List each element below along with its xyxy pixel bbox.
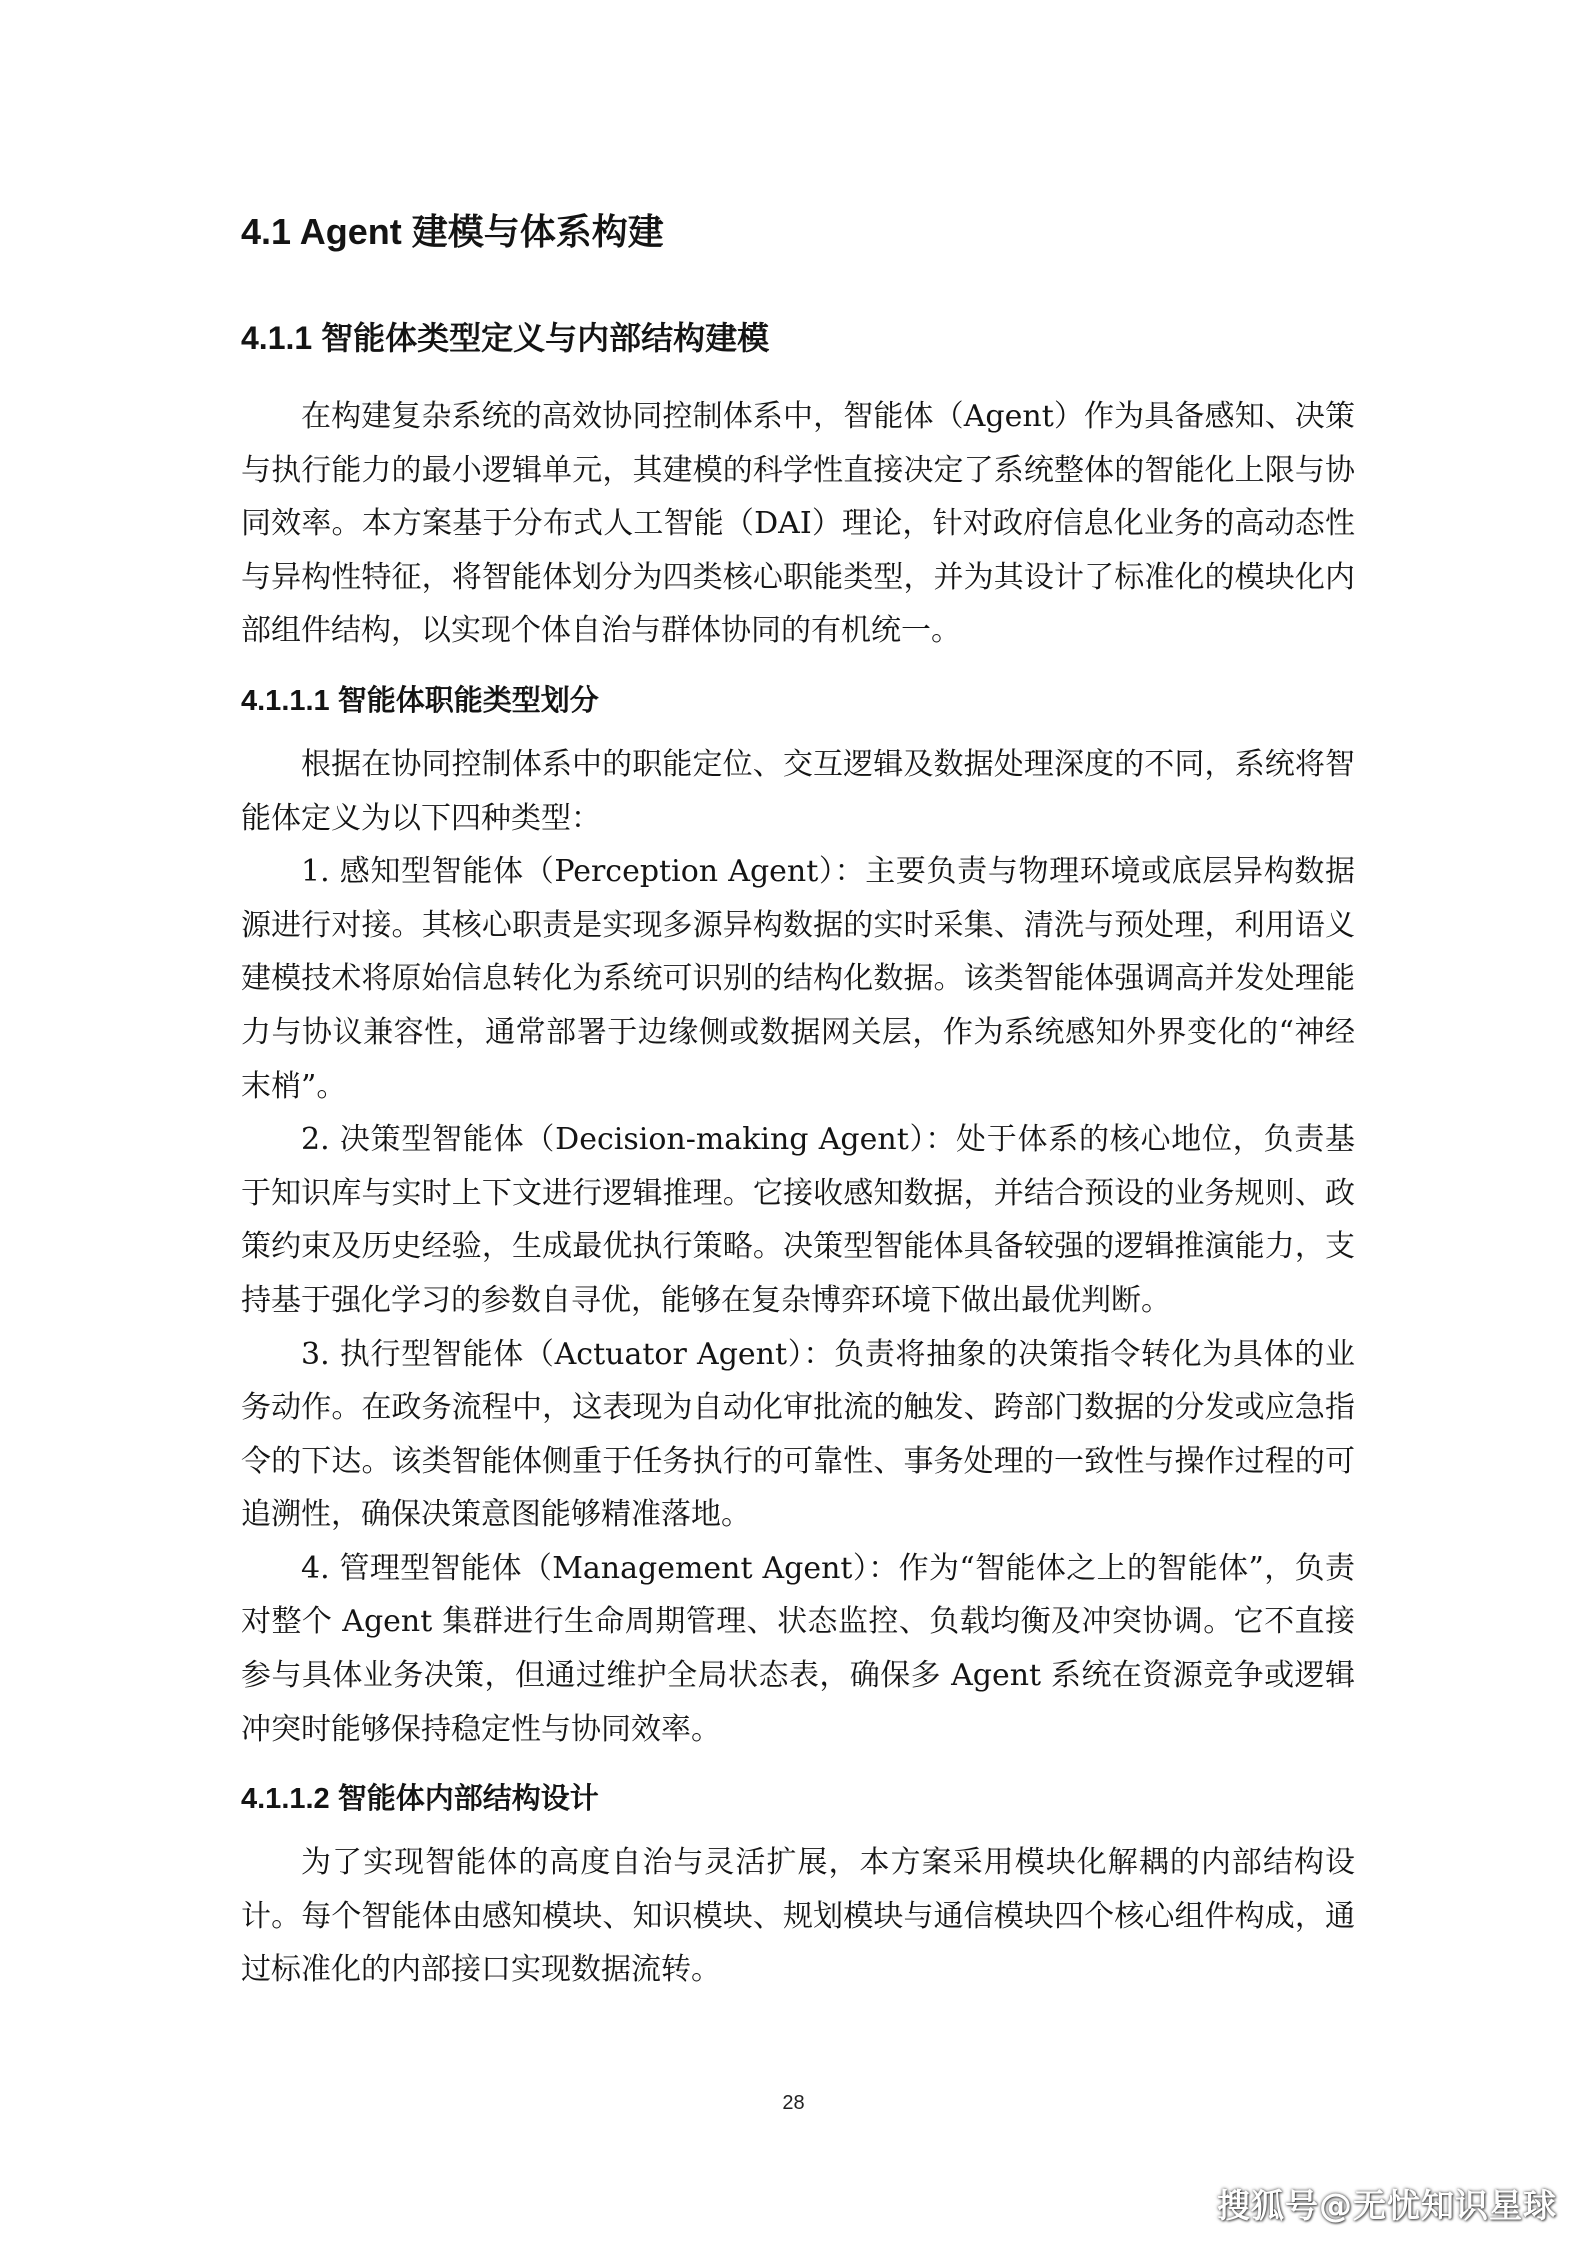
subsection-title: 4.1.1 智能体类型定义与内部结构建模 xyxy=(241,320,770,356)
type-item-actuator: 3. 执行型智能体（Actuator Agent）：负责将抽象的决策指令转化为具体的业务动作。在政务流程中，这表现为自动化审批流的触发、跨部门数据的分发或应急指令的下达。该类智能体侧重于任务执行的可靠性、事务处理的一致性与操作过程的可追溯性，确保决策意图能够精准落地。 xyxy=(241,1336,1355,1533)
page-content xyxy=(241,200,1355,1997)
subsubsection-title-structure: 4.1.1.2 智能体内部结构设计 xyxy=(241,1783,599,1816)
intro-paragraph: 在构建复杂系统的高效协同控制体系中，智能体（Agent）作为具备感知、决策与执行能力的最小逻辑单元，其建模的科学性直接决定了系统整体的智能化上限与协同效率。本方案基于分布式人工智能（DAI）理论，针对政府信息化业务的高动态性与异构性特征，将智能体划分为四类核心职能类型，并为其设计了标准化的模块化内部组件结构，以实现个体自治与群体协同的有机统一。 xyxy=(241,399,1355,649)
type-item-decision: 2. 决策型智能体（Decision-making Agent）：处于体系的核心地位，负责基于知识库与实时上下文进行逻辑推理。它接收感知数据，并结合预设的业务规则、政策约束及历史经验，生成最优执行策略。决策型智能体具备较强的逻辑推演能力，支持基于强化学习的参数自寻优，能够在复杂博弈环境下做出最优判断。 xyxy=(241,1122,1355,1318)
structure-paragraph: 为了实现智能体的高度自治与灵活扩展，本方案采用模块化解耦的内部结构设计。每个智能体由感知模块、知识模块、规划模块与通信模块四个核心组件构成，通过标准化的内部接口实现数据流转。 xyxy=(241,1845,1355,1988)
watermark-text: 搜狐号@无忧知识星球 xyxy=(1217,2186,1557,2225)
type-item-perception: 1. 感知型智能体（Perception Agent）：主要负责与物理环境或底层异构数据源进行对接。其核心职责是实现多源异构数据的实时采集、清洗与预处理，利用语义建模技术将原始信息转化为系统可识别的结构化数据。该类智能体强调高并发处理能力与协议兼容性，通常部署于边缘侧或数据网关层，作为系统感知外界变化的“神经末梢”。 xyxy=(241,854,1355,1104)
subsubsection-title-types: 4.1.1.1 智能体职能类型划分 xyxy=(241,684,599,717)
page-number: 28 xyxy=(782,2092,805,2114)
section-title: 4.1 Agent 建模与体系构建 xyxy=(241,211,664,252)
types-intro-paragraph: 根据在协同控制体系中的职能定位、交互逻辑及数据处理深度的不同，系统将智能体定义为以下四种类型： xyxy=(241,746,1355,836)
type-item-management: 4. 管理型智能体（Management Agent）：作为“智能体之上的智能体”，负责对整个 Agent 集群进行生命周期管理、状态监控、负载均衡及冲突协调。它不直接参与具体业务决策，但通过维护全局状态表，确保多 Agent 系统在资源竞争或逻辑冲突时能够保持稳定性与协同效率。 xyxy=(241,1550,1355,1747)
